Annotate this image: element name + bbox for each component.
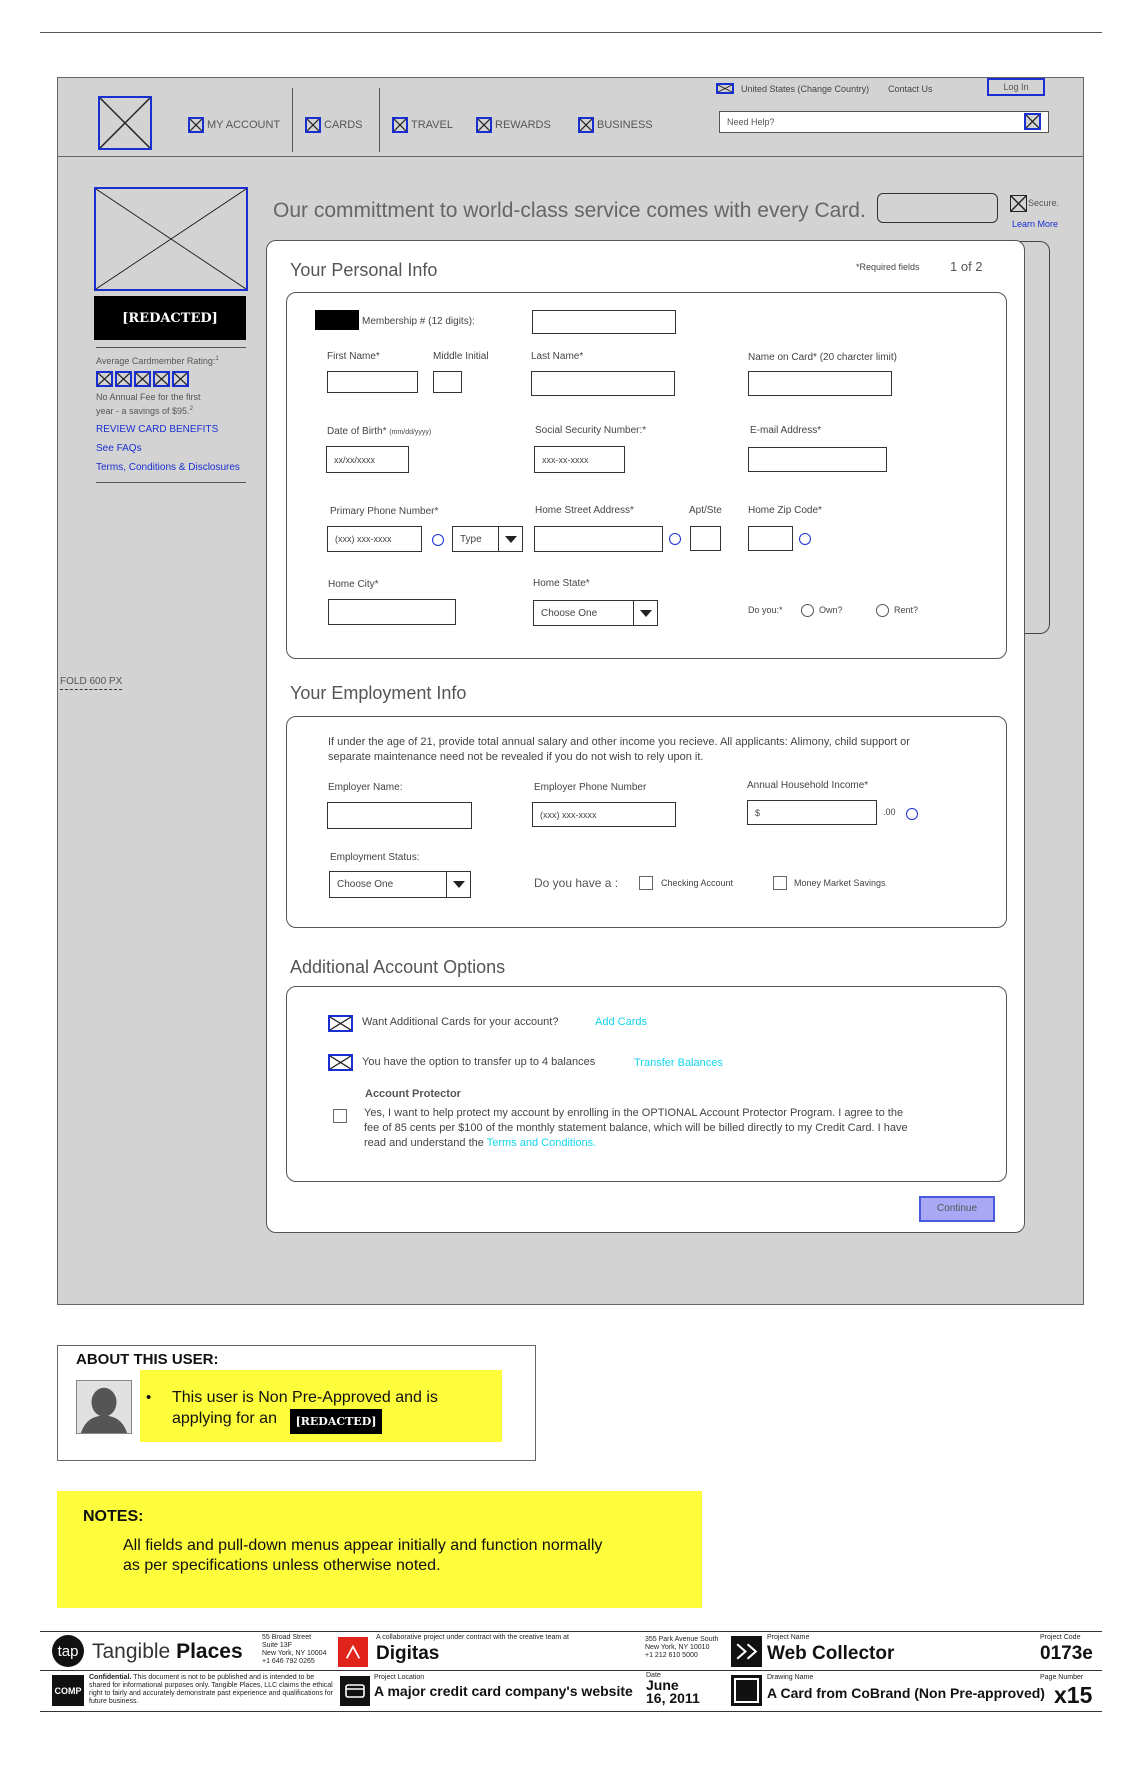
company-address bbox=[262, 1634, 326, 1666]
savings-label: Money Market Savings bbox=[794, 878, 886, 888]
apt-input[interactable] bbox=[690, 526, 721, 551]
project-code: 0173e bbox=[1040, 1643, 1093, 1664]
project-code-label: Project Code bbox=[1040, 1634, 1081, 1641]
avatar bbox=[76, 1380, 132, 1434]
date-line: 16, 2011 bbox=[646, 1690, 700, 1706]
project-name-label: Project Name bbox=[767, 1634, 810, 1641]
dob-value: xx/xx/xxxx bbox=[334, 454, 376, 465]
addr-line: 355 Park Avenue South bbox=[645, 1636, 719, 1643]
collab-text: A collaborative project under contract with the creative team at bbox=[376, 1634, 569, 1641]
state-value: Choose One bbox=[541, 607, 598, 619]
phone-input[interactable] bbox=[327, 526, 422, 552]
rating-label bbox=[96, 356, 219, 366]
top-rule bbox=[40, 32, 1102, 33]
drawing-label: Drawing Name bbox=[767, 1674, 814, 1681]
notes-line-1: All fields and pull-down menus appear initially and function normally bbox=[123, 1537, 603, 1554]
star-icon bbox=[172, 371, 189, 387]
last-name-label: Last Name* bbox=[531, 351, 584, 362]
page-indicator: 1 of 2 bbox=[950, 259, 983, 274]
middle-initial-input[interactable] bbox=[433, 371, 462, 393]
phone-label: Primary Phone Number* bbox=[330, 506, 439, 517]
card-image-placeholder bbox=[94, 187, 248, 291]
chevron-down-icon bbox=[498, 527, 522, 551]
zip-input[interactable] bbox=[748, 526, 793, 551]
placeholder-icon bbox=[392, 117, 408, 133]
rating-text: Average Cardmember Rating: bbox=[96, 356, 216, 366]
required-note: *Required fields bbox=[856, 262, 920, 272]
rating-sup: 1 bbox=[215, 356, 219, 362]
star-icon bbox=[153, 371, 170, 387]
star-icon bbox=[134, 371, 151, 387]
footer-rule bbox=[40, 1631, 1102, 1632]
ssn-input[interactable] bbox=[534, 446, 625, 473]
transfer-question: You have the option to transfer up to 4 balances bbox=[362, 1056, 596, 1068]
first-name-input[interactable] bbox=[327, 371, 418, 393]
about-bullet: • bbox=[146, 1389, 152, 1406]
city-label: Home City* bbox=[328, 579, 379, 590]
footer-rule bbox=[40, 1670, 1102, 1671]
terms-conditions-link[interactable]: Terms and Conditions. bbox=[486, 1137, 597, 1149]
company-light: Tangible bbox=[92, 1640, 171, 1663]
about-line-1: This user is Non Pre-Approved and is bbox=[172, 1389, 438, 1406]
conf-bold: Confidential. bbox=[89, 1674, 132, 1681]
digitas-logo bbox=[338, 1637, 368, 1667]
nav-label: CARDS bbox=[324, 119, 363, 131]
nav-label: MY ACCOUNT bbox=[207, 119, 281, 131]
ssn-label: Social Security Number:* bbox=[535, 425, 647, 436]
tap-logo: tap bbox=[52, 1635, 84, 1667]
additional-title: Additional Account Options bbox=[290, 957, 506, 977]
name-on-card-input[interactable] bbox=[748, 371, 892, 396]
contact-us-link[interactable]: Contact Us bbox=[888, 84, 933, 94]
nav-cards[interactable] bbox=[305, 117, 363, 133]
employer-name-label: Employer Name: bbox=[328, 782, 403, 793]
company-name bbox=[92, 1640, 243, 1664]
transfer-icon bbox=[328, 1054, 353, 1071]
nav-label: TRAVEL bbox=[411, 119, 453, 131]
logo-placeholder[interactable] bbox=[98, 96, 152, 150]
nav-label: BUSINESS bbox=[597, 119, 653, 131]
employer-phone-input[interactable] bbox=[532, 802, 676, 827]
income-prefix: $ bbox=[755, 807, 761, 818]
confidential-logo: COMP bbox=[52, 1675, 84, 1706]
faqs-link[interactable]: See FAQs bbox=[96, 443, 142, 454]
dob-text: Date of Birth* bbox=[327, 426, 387, 437]
city-input[interactable] bbox=[328, 599, 456, 625]
company-bold: Places bbox=[176, 1640, 243, 1663]
personal-title: Your Personal Info bbox=[290, 260, 438, 280]
review-benefits-link[interactable]: REVIEW CARD BENEFITS bbox=[96, 424, 219, 435]
dob-input[interactable] bbox=[326, 446, 409, 473]
middle-initial-label: Middle Initial bbox=[433, 351, 489, 362]
search-icon[interactable] bbox=[1024, 113, 1041, 130]
collector-logo bbox=[731, 1636, 762, 1667]
info-ring-icon bbox=[432, 534, 444, 546]
secure-icon bbox=[1010, 195, 1027, 212]
redacted-block bbox=[315, 310, 359, 330]
placeholder-icon bbox=[578, 117, 594, 133]
star-icon bbox=[115, 371, 132, 387]
partner-address bbox=[645, 1636, 718, 1660]
protector-text-block bbox=[364, 1106, 920, 1151]
flag-icon bbox=[716, 83, 734, 94]
name-on-card-label: Name on Card* (20 charcter limit) bbox=[748, 352, 897, 363]
change-country-link[interactable]: United States (Change Country) bbox=[741, 84, 870, 94]
date-label: Date bbox=[646, 1672, 661, 1679]
drawing-logo bbox=[731, 1675, 762, 1706]
do-you-have-label: Do you have a : bbox=[534, 876, 619, 890]
rent-radio[interactable] bbox=[876, 604, 889, 617]
membership-label: Membership # (12 digits): bbox=[362, 316, 475, 327]
chevron-down-icon bbox=[633, 601, 657, 625]
add-cards-question: Want Additional Cards for your account? bbox=[362, 1016, 559, 1028]
street-label: Home Street Address* bbox=[535, 505, 634, 516]
learn-more-link[interactable]: Learn More bbox=[1012, 219, 1059, 229]
project-name: Web Collector bbox=[767, 1643, 895, 1664]
checking-label: Checking Account bbox=[661, 878, 734, 888]
addr-line: New York, NY 10004 bbox=[262, 1650, 327, 1657]
addr-line: 55 Broad Street bbox=[262, 1634, 312, 1641]
info-ring-icon bbox=[906, 808, 918, 820]
nav-rewards[interactable] bbox=[476, 117, 551, 133]
fee-sup: 2 bbox=[189, 406, 193, 412]
help-placeholder: Need Help? bbox=[727, 117, 775, 127]
notes-title: NOTES: bbox=[83, 1508, 144, 1525]
fee-line-1: No Annual Fee for the first bbox=[96, 392, 201, 402]
continue-button[interactable]: Continue bbox=[919, 1196, 995, 1222]
placeholder-icon bbox=[188, 117, 204, 133]
state-label: Home State* bbox=[533, 578, 590, 589]
first-name-label: First Name* bbox=[327, 351, 380, 362]
dob-label bbox=[327, 426, 431, 437]
savings-checkbox[interactable] bbox=[773, 876, 787, 890]
income-label: Annual Household Income* bbox=[747, 780, 869, 791]
rating-stars bbox=[96, 371, 189, 387]
protector-title: Account Protector bbox=[365, 1088, 461, 1100]
zip-label: Home Zip Code* bbox=[748, 505, 822, 516]
employment-status-select[interactable] bbox=[329, 871, 471, 898]
login-button[interactable]: Log In bbox=[987, 78, 1045, 96]
income-suffix: .00 bbox=[883, 807, 896, 817]
divider bbox=[96, 347, 246, 348]
footer-rule bbox=[40, 1711, 1102, 1712]
help-search-input[interactable] bbox=[719, 111, 1049, 133]
about-title: ABOUT THIS USER: bbox=[76, 1351, 219, 1368]
fold-marker: FOLD 600 PX bbox=[60, 676, 122, 690]
placeholder-icon bbox=[476, 117, 492, 133]
info-ring-icon bbox=[799, 533, 811, 545]
last-name-input[interactable] bbox=[531, 371, 675, 396]
location-logo bbox=[340, 1676, 370, 1706]
partner-name: Digitas bbox=[376, 1643, 440, 1664]
conf-text: This document is not to be published and is intended to be shared for informational purposes only. Tangible Places, LLC claims the ethical right to fairly and accurately demonstrate past experience and qualifications for future business. bbox=[89, 1674, 333, 1705]
addr-line: +1 212 610 5000 bbox=[645, 1652, 698, 1659]
addr-line: New York, NY 10010 bbox=[645, 1644, 710, 1651]
info-ring-icon bbox=[669, 533, 681, 545]
protector-checkbox[interactable] bbox=[333, 1109, 347, 1123]
redacted-card-name: [REDACTED] bbox=[94, 296, 246, 340]
drawing-name: A Card from CoBrand (Non Pre-approved) bbox=[767, 1685, 1045, 1701]
nav-divider bbox=[379, 88, 380, 152]
employer-name-input[interactable] bbox=[327, 802, 472, 829]
nav-label: REWARDS bbox=[495, 119, 551, 131]
fee-line-2 bbox=[96, 406, 193, 416]
apt-label: Apt/Ste bbox=[689, 505, 722, 516]
secure-label: Secure. bbox=[1028, 198, 1060, 208]
employment-title: Your Employment Info bbox=[290, 683, 467, 703]
placeholder-icon bbox=[305, 117, 321, 133]
page-number: x15 bbox=[1054, 1682, 1093, 1708]
location-label: Project Location bbox=[374, 1674, 425, 1681]
addr-line: Suite 13F bbox=[262, 1642, 292, 1649]
income-input[interactable] bbox=[747, 800, 877, 825]
star-icon bbox=[96, 371, 113, 387]
employment-intro: If under the age of 21, provide total annual salary and other income you recieve. All applicants: Alimony, child support or separate maintenance need not be revealed if you do not wish to rely upon it. bbox=[328, 736, 910, 763]
ssn-value: xxx-xx-xxxx bbox=[542, 454, 589, 465]
addr-line: +1 646 792 0265 bbox=[262, 1658, 315, 1665]
protector-text: Yes, I want to help protect my account by enrolling in the OPTIONAL Account Protector Program. I agree to the fee of 85 cents per $100 of the monthly statement balance, which will be billed directly to my Credit Card. I have read and understand the bbox=[364, 1107, 908, 1149]
project-date bbox=[646, 1679, 700, 1705]
date-line: June bbox=[646, 1677, 679, 1693]
phone-value: (xxx) xxx-xxxx bbox=[335, 534, 392, 544]
nav-divider bbox=[292, 88, 293, 152]
nav-my-account[interactable] bbox=[188, 117, 280, 133]
own-radio[interactable] bbox=[801, 604, 814, 617]
own-label: Own? bbox=[819, 605, 843, 615]
fee-text: year - a savings of $95. bbox=[96, 406, 190, 416]
nav-travel[interactable] bbox=[392, 117, 453, 133]
about-redacted: [REDACTED] bbox=[290, 1409, 382, 1434]
about-line-2: applying for an bbox=[172, 1410, 277, 1427]
add-cards-link[interactable]: Add Cards bbox=[595, 1016, 647, 1028]
phone-type-value: Type bbox=[460, 533, 482, 545]
secure-badge bbox=[877, 193, 998, 223]
project-location: A major credit card company's website bbox=[374, 1683, 633, 1699]
nav-business[interactable] bbox=[578, 117, 653, 133]
confidential-notice bbox=[89, 1674, 333, 1706]
divider bbox=[96, 482, 246, 483]
status-value: Choose One bbox=[337, 879, 394, 890]
headline: Our committment to world-class service comes with every Card. bbox=[273, 199, 866, 222]
dob-hint: (mm/dd/yyyy) bbox=[389, 429, 432, 436]
frame-icon bbox=[734, 1678, 759, 1703]
employer-phone-value: (xxx) xxx-xxxx bbox=[540, 809, 597, 820]
terms-link[interactable]: Terms, Conditions & Disclosures bbox=[96, 462, 240, 473]
email-input[interactable] bbox=[748, 447, 887, 472]
add-cards-icon bbox=[328, 1015, 353, 1032]
chevron-down-icon bbox=[446, 872, 470, 897]
email-label: E-mail Address* bbox=[750, 425, 822, 436]
street-input[interactable] bbox=[534, 526, 663, 552]
do-you-label: Do you:* bbox=[748, 605, 783, 615]
employer-phone-label: Employer Phone Number bbox=[534, 782, 647, 793]
rent-label: Rent? bbox=[894, 605, 919, 615]
page-label: Page Number bbox=[1040, 1674, 1084, 1681]
status-label: Employment Status: bbox=[330, 852, 420, 863]
checking-checkbox[interactable] bbox=[639, 876, 653, 890]
transfer-link[interactable]: Transfer Balances bbox=[634, 1057, 723, 1069]
state-select[interactable] bbox=[533, 600, 658, 626]
membership-input[interactable] bbox=[532, 310, 676, 334]
notes-line-2: as per specifications unless otherwise noted. bbox=[123, 1557, 441, 1574]
phone-type-select[interactable] bbox=[452, 526, 523, 552]
